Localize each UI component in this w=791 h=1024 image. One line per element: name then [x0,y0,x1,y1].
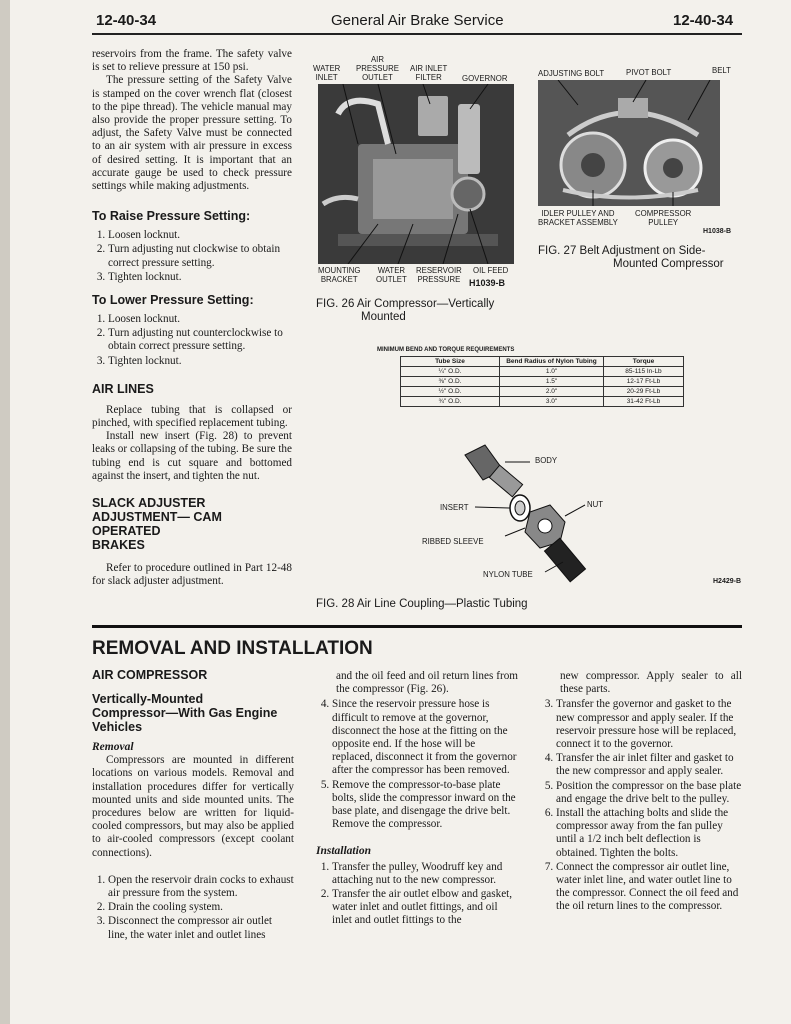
installation-subheading: Installation [316,845,371,858]
page-number-left: 12-40-34 [96,12,157,29]
lower-pressure-heading: To Lower Pressure Setting: [92,293,254,308]
torque-table [400,356,684,407]
list-item: 1. Open the reservoir drain cocks to exhaust air pressure from the system. [108,874,294,900]
table-cell: 31-42 Ft-Lb [604,397,684,407]
removal-steps-1 [92,874,294,942]
belt-adjustment-illustration [538,80,720,206]
list-item: 5. Remove the compressor-to-base plate bolts, slide the compressor inward on the base plate, and disengage the drive belt. Remove the compressor. [332,779,518,832]
removal-column-2 [316,670,518,929]
air-lines-paragraph-1: Replace tubing that is collapsed or pinched, with specified replacement tubing. [92,403,292,430]
column-header: Tube Size [401,357,500,367]
table-cell: ¼" O.D. [401,367,500,377]
removal-paragraph: Compressors are mounted in different locations on various models. Removal and installation procedures differ for vertically mounted units and side mounted units. The procedures below are written for liquid-cooled compressors, but may also be applied to air-cooled compressors (except coolant connections). [92,754,294,859]
list-item: 1. Loosen locknut. [108,229,292,242]
label-adjusting-bolt: ADJUSTING BOLT [538,69,605,78]
label-insert: INSERT [440,503,469,512]
table-row [401,377,684,387]
list-item: 1. Transfer the pulley, Woodruff key and attaching nut to the new compressor. [332,861,518,887]
label-belt: BELT [712,66,731,75]
column-header: Bend Radius of Nylon Tubing [500,357,604,367]
installation-continued: new compressor. Apply sealer to all these parts. [560,670,742,696]
list-item: 3. Tighten locknut. [108,355,292,368]
page-number-right: 12-40-34 [673,12,734,29]
label-water-outlet: WATER OUTLET [376,266,407,284]
label-oil-feed: OIL FEED [473,266,509,275]
removal-column-3 [540,670,742,915]
belt-adjustment-photo [538,80,720,206]
table-row [401,367,684,377]
intro-paragraph: reservoirs from the frame. The safety valve is set to relieve pressure at 150 psi. [92,48,292,74]
fig27-id: H1038-B [703,228,732,235]
table-cell: 1.5" [500,377,604,387]
list-item: 5. Position the compressor on the base plate and engage the drive belt to the pulley. [556,780,742,806]
label-pivot-bolt: PIVOT BOLT [626,68,672,77]
list-item: 2. Drain the cooling system. [108,901,294,914]
label-air-inlet-filter: AIR INLET FILTER [410,64,448,82]
list-item: 1. Loosen locknut. [108,313,292,326]
table-header-row [401,357,684,367]
fig26-caption-line2: Mounted [361,311,406,323]
fig28-caption: FIG. 28 Air Line Coupling—Plastic Tubing [316,598,528,610]
label-idler-pulley: IDLER PULLEY AND BRACKET ASSEMBLY [538,209,618,227]
slack-adjuster-heading-2: ADJUSTMENT— CAM OPERATED [92,510,222,539]
page-title: General Air Brake Service [331,12,504,29]
table-cell: ½" O.D. [401,387,500,397]
table-cell: ¾" O.D. [401,397,500,407]
raise-pressure-steps [92,229,292,284]
left-column [92,48,292,588]
table-cell: 85-115 In-Lb [604,367,684,377]
fig27-caption-line2: Mounted Compressor [613,258,724,270]
label-reservoir-pressure: RESERVOIR PRESSURE [416,266,462,284]
list-item: 6. Install the attaching bolts and slide the compressor away from the fan pulley until a 1/2 inch belt deflection is obtained. Tighten the bolts. [556,807,742,860]
list-item: 2. Turn adjusting nut clockwise to obtain correct pressure setting. [108,243,292,269]
column-header: Torque [604,357,684,367]
removal-continued: and the oil feed and oil return lines from the compressor (Fig. 26). [336,670,518,696]
list-item: 3. Transfer the governor and gasket to the new compressor and apply sealer. If the reservoir pressure hose will be replaced, connect it to the governor. [556,698,742,751]
fig28-id: H2429-B [713,578,742,585]
label-body: BODY [535,456,558,465]
list-item: 4. Transfer the air inlet filter and gasket to the new compressor and apply sealer. [556,752,742,778]
label-governor: GOVERNOR [462,74,508,83]
label-compressor-pulley: COMPRESSOR PULLEY [635,209,692,227]
label-ribbed-sleeve: RIBBED SLEEVE [422,537,484,546]
lower-pressure-steps [92,313,292,368]
air-lines-heading: AIR LINES [92,381,154,396]
air-compressor-illustration [318,84,514,264]
table-cell: 3.0" [500,397,604,407]
pressure-setting-paragraph: The pressure setting of the Safety Valve is stamped on the cover wrench flat (closest to the pipe thread). The vehicle manual may also provide the proper pressure setting. To adjust, the Safety Valve must be connected to an air system with air pressure in excess of desired setting. It is important that an accurate gauge be used to check pressure settings while making adjustments. [92,74,292,193]
label-nut: NUT [587,500,604,509]
vertically-mounted-heading-3: Vehicles [92,720,143,734]
air-lines-paragraph-2: Install new insert (Fig. 28) to prevent leaks or collapsing of the tubing. Be sure the tubing end is cut square and bottomed against the insert, and tighten the nut. [92,430,292,482]
list-item: 7. Connect the compressor air outlet line, water inlet line, and water outlet line to the compressor. Connect the oil feed and the oil return lines to the compressor. [556,861,742,914]
fig26-caption-line1: FIG. 26 Air Compressor—Vertically [316,298,495,310]
list-item: 2. Turn adjusting nut counterclockwise to obtain correct pressure setting. [108,327,292,353]
label-mounting-bracket: MOUNTING BRACKET [318,266,361,284]
installation-steps-2 [540,698,742,913]
fig27-caption-line1: FIG. 27 Belt Adjustment on Side- [538,245,706,257]
list-item: 3. Tighten locknut. [108,271,292,284]
table-cell: 2.0" [500,387,604,397]
removal-steps-2 [316,698,518,831]
table-row [401,397,684,407]
label-water-inlet: WATER INLET [313,64,341,82]
fig26-id: H1039-B [469,278,506,288]
section-rule [92,625,742,628]
installation-steps-1 [316,861,518,928]
list-item: 2. Transfer the air outlet elbow and gasket, water inlet and outlet fittings, and oil inlet and outlet fittings to the [332,888,518,928]
label-air-pressure-outlet: AIR PRESSURE OUTLET [356,55,399,82]
air-compressor-photo [318,84,514,264]
slack-adjuster-paragraph: Refer to procedure outlined in Part 12-48 for slack adjuster adjustment. [92,562,292,588]
removal-column-1 [92,668,294,943]
table-row [401,387,684,397]
table-cell: ⅜" O.D. [401,377,500,387]
vertically-mounted-heading-2: Compressor—With Gas Engine [92,706,278,720]
table-cell: 12-17 Ft-Lb [604,377,684,387]
air-compressor-heading: AIR COMPRESSOR [92,668,208,682]
raise-pressure-heading: To Raise Pressure Setting: [92,209,251,224]
slack-adjuster-heading-3: BRAKES [92,538,145,553]
list-item: 4. Since the reservoir pressure hose is difficult to remove at the governor, disconnect the hose at the fitting on the opposite end. If the hose will be replaced, disconnect it from the governor after the compressor has been removed. [332,698,518,777]
vertically-mounted-heading-1: Vertically-Mounted [92,692,204,706]
label-nylon-tube: NYLON TUBE [483,570,533,579]
torque-table-title: MINIMUM BEND AND TORQUE REQUIREMENTS [377,347,515,353]
removal-subheading: Removal [92,741,134,753]
page-edge-shadow [0,0,10,1024]
table-cell: 20-29 Ft-Lb [604,387,684,397]
header-rule [92,33,742,35]
table-cell: 1.0" [500,367,604,377]
removal-installation-heading: REMOVAL AND INSTALLATION [92,638,373,659]
list-item: 3. Disconnect the compressor air outlet line, the water inlet and outlet lines [108,915,294,941]
slack-adjuster-heading-1: SLACK ADJUSTER [92,496,206,511]
